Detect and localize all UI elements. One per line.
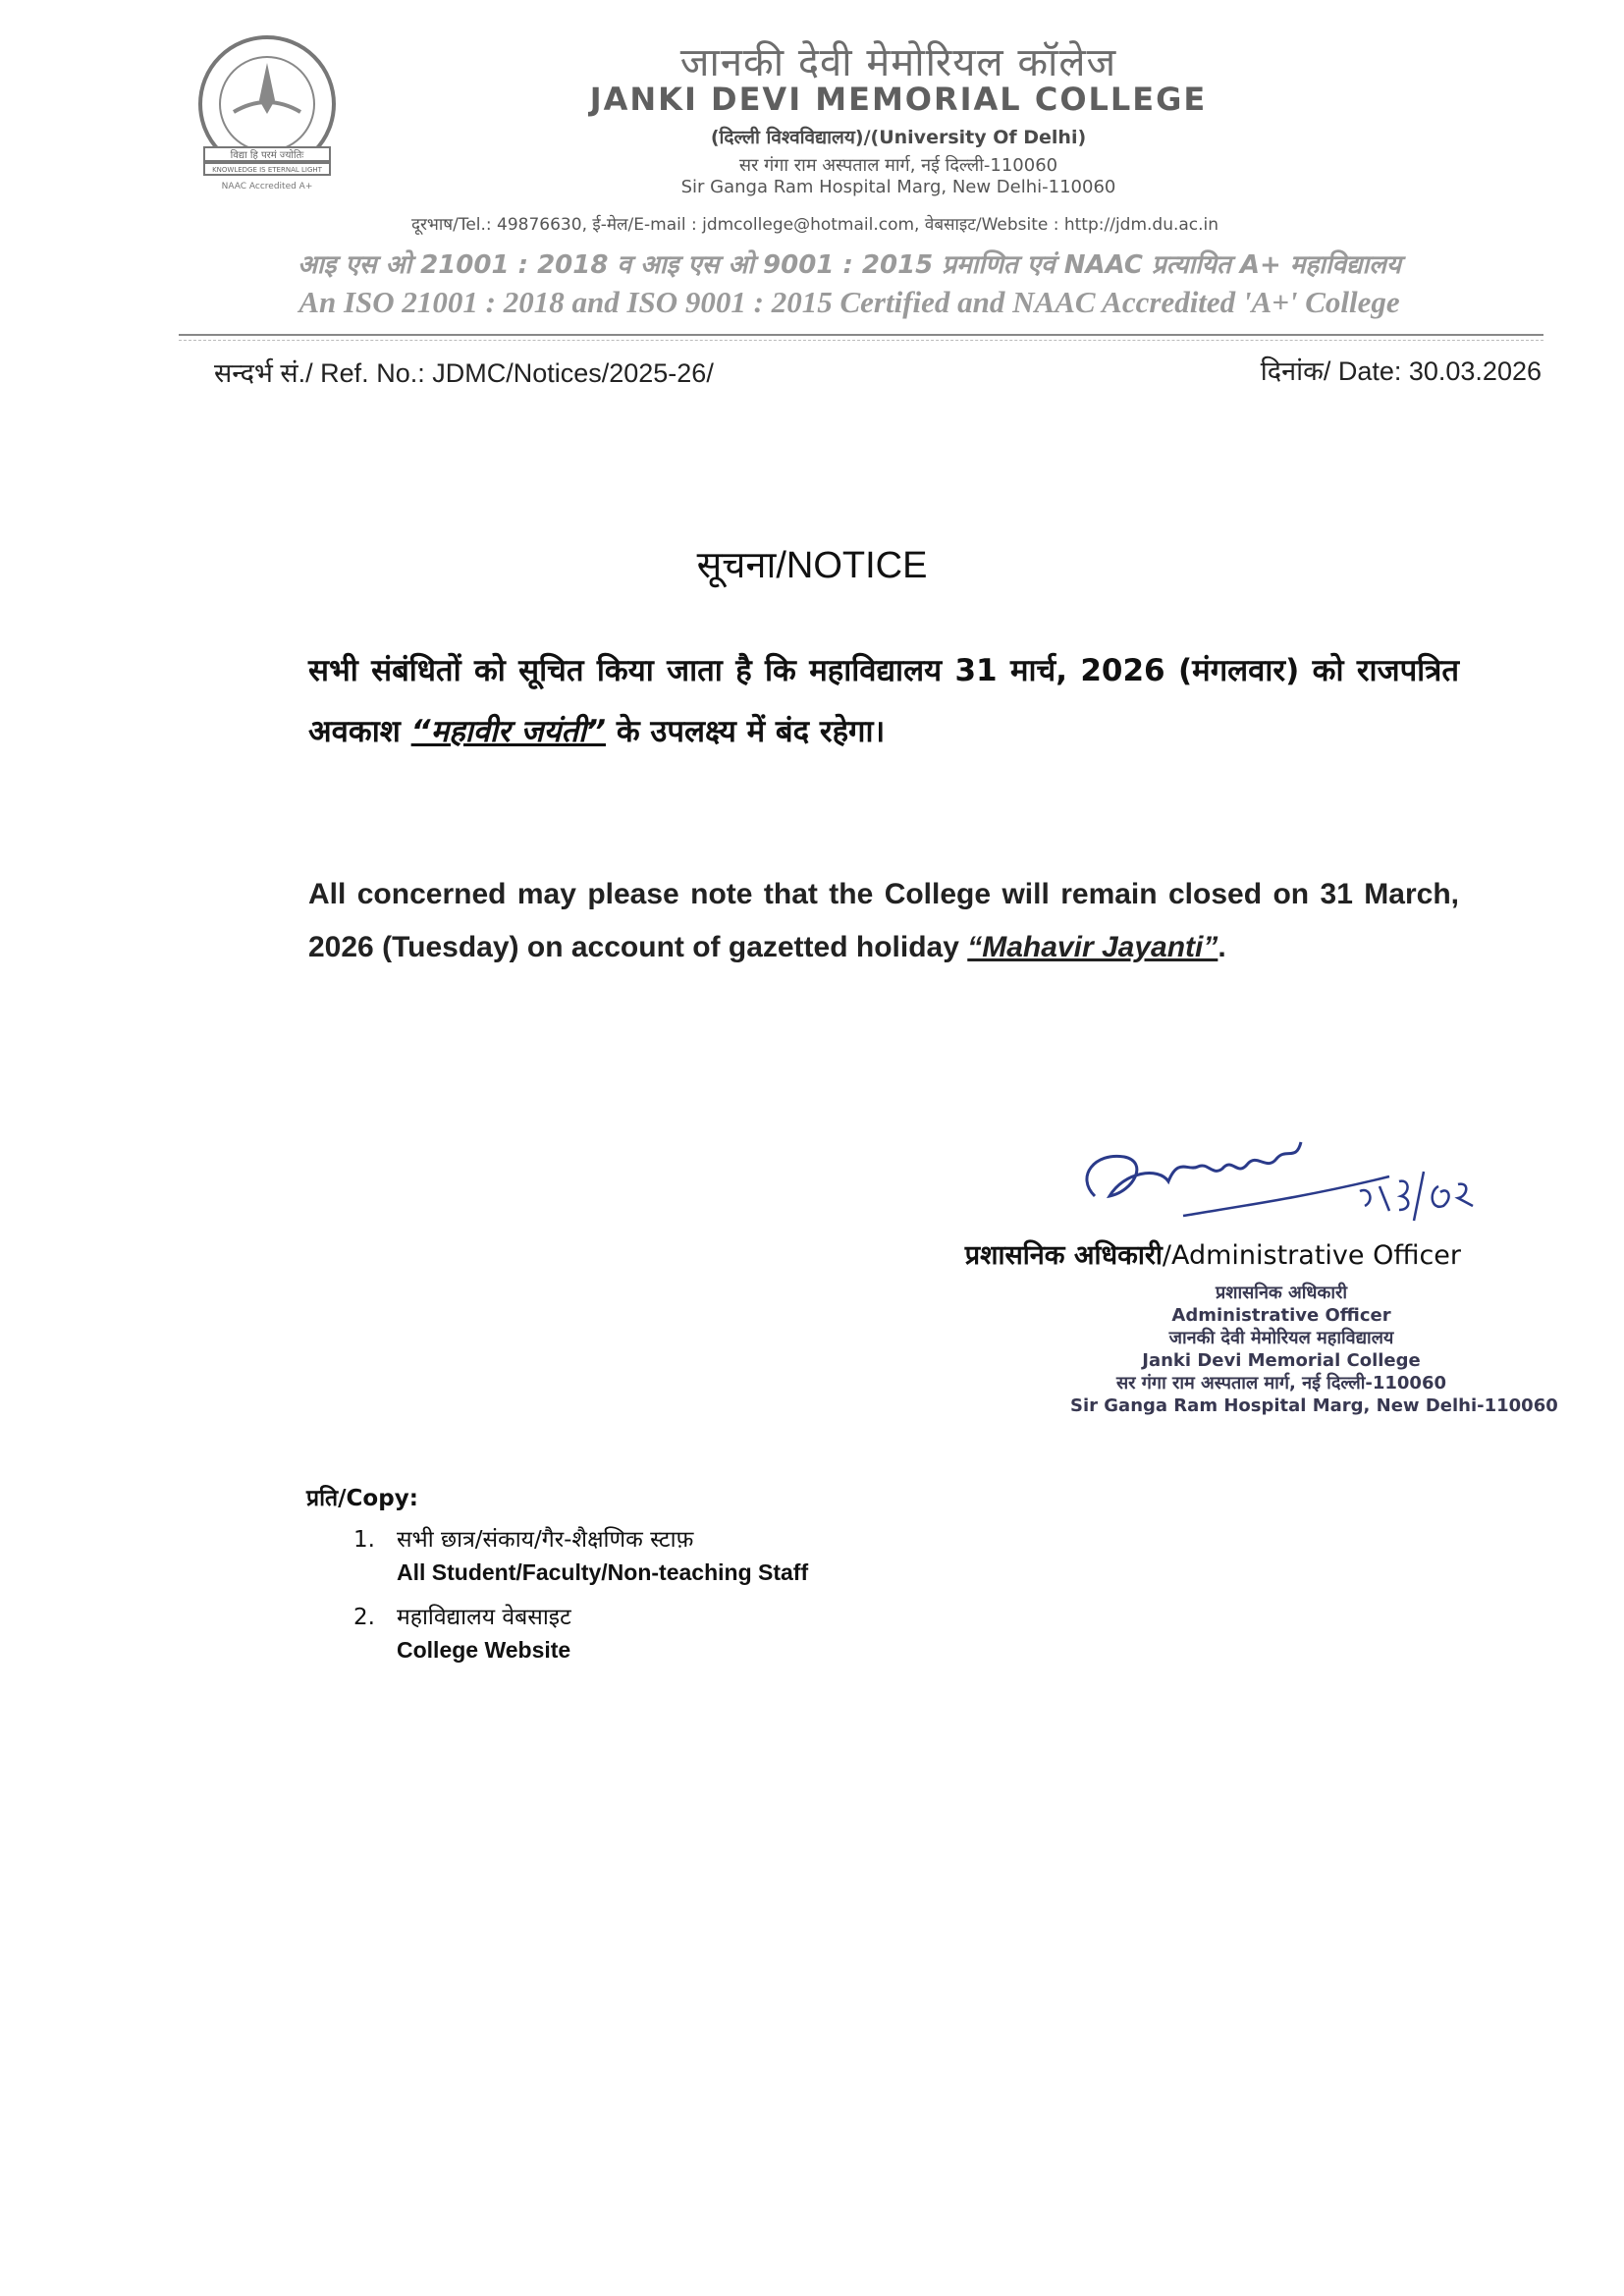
signatory-designation	[965, 1235, 1461, 1272]
svg-text:विद्या हि परमं ज्योतिः: विद्या हि परमं ज्योतिः	[230, 150, 304, 161]
signatory-designation-english: /Administrative Officer	[1162, 1240, 1461, 1271]
list-item-number: 1.	[353, 1527, 375, 1553]
copy-list	[353, 1522, 1041, 1677]
list-item	[353, 1600, 1041, 1664]
official-stamp	[1070, 1282, 1558, 1439]
notice-body-hindi	[308, 640, 1459, 762]
list-item-number: 2.	[353, 1605, 375, 1630]
college-logo	[194, 31, 403, 198]
letterhead-divider-dashed	[179, 340, 1543, 341]
list-item-english: College Website	[397, 1637, 571, 1663]
list-item	[353, 1522, 1041, 1586]
list-item-english: All Student/Faculty/Non-teaching Staff	[397, 1559, 809, 1585]
notice-date: दिनांक/ Date: 30.03.2026	[1260, 356, 1542, 386]
svg-text:KNOWLEDGE IS ETERNAL LIGHT: KNOWLEDGE IS ETERNAL LIGHT	[212, 166, 322, 174]
stamp-line-6: Sir Ganga Ram Hospital Marg, New Delhi-110060	[1070, 1395, 1558, 1416]
contact-line: दूरभाष/Tel.: 49876630, ई-मेल/E-mail : jdmcollege@hotmail.com, वेबसाइट/Website : http://jdm.du.ac.in	[410, 215, 1219, 235]
college-name-hindi: जानकी देवी मेमोरियल कॉलेज	[679, 40, 1117, 85]
iso-certification-hindi: आइ एस ओ 21001 : 2018 व आइ एस ओ 9001 : 2015 प्रमाणित एवं NAAC प्रत्यायित A+ महाविद्यालय	[298, 250, 1401, 280]
reference-number: सन्दर्भ सं./ Ref. No.: JDMC/Notices/2025-26/	[214, 358, 714, 388]
notice-body-english	[308, 868, 1459, 974]
notice-body-hindi-text: सभी संबंधितों को सूचित किया जाता है कि महाविद्यालय 31 मार्च, 2026 (मंगलवार) को राजपत्रित अवकाश	[308, 653, 1459, 749]
university-line: (दिल्ली विश्वविद्यालय)/(University Of Delhi)	[710, 127, 1087, 148]
iso-certification-english: An ISO 21001 : 2018 and ISO 9001 : 2015 Certified and NAAC Accredited 'A+' College	[298, 285, 1400, 319]
list-item-hindi: महाविद्यालय वेबसाइट	[397, 1605, 571, 1630]
notice-body-english-text: All concerned may please note that the College will remain closed on 31 March, 2026 (Tuesday) on account of gazetted holiday	[308, 878, 1459, 963]
holiday-name-hindi: “महावीर जयंती”	[410, 714, 607, 749]
address-hindi: सर गंगा राम अस्पताल मार्ग, नई दिल्ली-110060	[738, 155, 1058, 176]
stamp-line-5: सर गंगा राम अस्पताल मार्ग, नई दिल्ली-110060	[1116, 1373, 1446, 1394]
list-item-hindi: सभी छात्र/संकाय/गैर-शैक्षणिक स्टाफ़	[397, 1527, 694, 1553]
address-english: Sir Ganga Ram Hospital Marg, New Delhi-110060	[680, 177, 1116, 197]
stamp-line-3: जानकी देवी मेमोरियल महाविद्यालय	[1168, 1328, 1394, 1348]
notice-body-hindi-end: के उपलक्ष्य में बंद रहेगा।	[606, 714, 886, 749]
copy-heading: प्रति/Copy:	[306, 1486, 418, 1511]
stamp-line-1: प्रशासनिक अधिकारी	[1215, 1283, 1348, 1303]
svg-text:NAAC Accredited A+: NAAC Accredited A+	[221, 182, 313, 191]
college-name-english: JANKI DEVI MEMORIAL COLLEGE	[589, 81, 1208, 118]
signatory-designation-hindi: प्रशासनिक अधिकारी	[964, 1240, 1163, 1271]
notice-body-english-end: .	[1218, 931, 1226, 963]
holiday-name-english: “Mahavir Jayanti”	[967, 931, 1218, 963]
stamp-line-2: Administrative Officer	[1171, 1305, 1391, 1326]
handwritten-signature	[1065, 1127, 1488, 1245]
letterhead-divider	[179, 334, 1543, 336]
stamp-line-4: Janki Devi Memorial College	[1142, 1350, 1421, 1371]
notice-title: सूचना/NOTICE	[696, 545, 928, 586]
